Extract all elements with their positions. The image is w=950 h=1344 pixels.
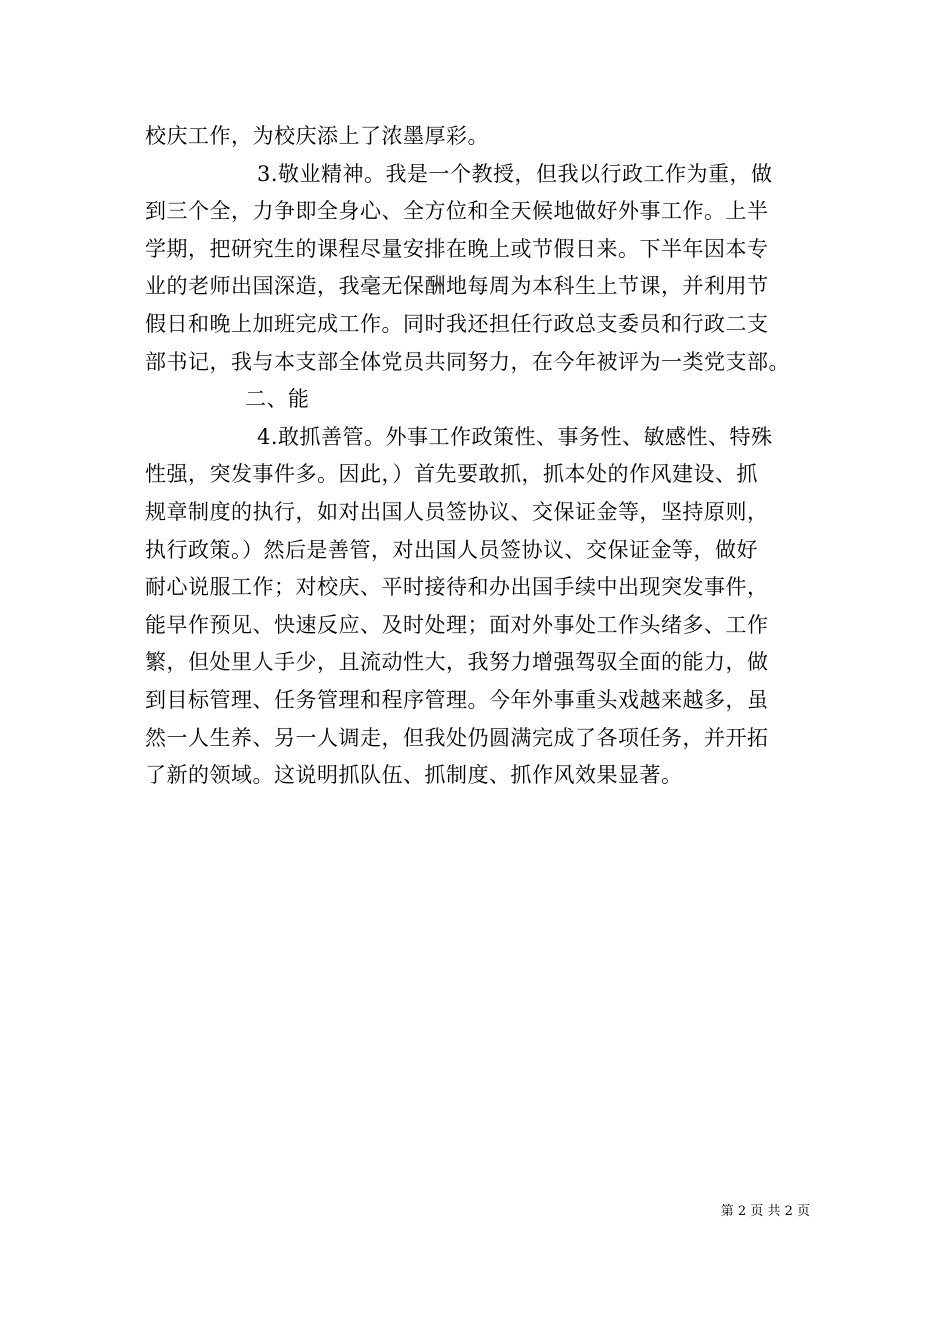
section-heading: 二、能 (245, 387, 310, 412)
paragraph-line: 繁，但处里人手少，且流动性大，我努力增强驾驭全面的能力，做 (145, 650, 769, 675)
document-body (145, 118, 815, 795)
paragraph-line: 执行政策。）然后是善管，对出国人员签协议、交保证金等，做好 (145, 537, 758, 562)
paragraph-line: 4.敢抓善管。外事工作政策性、事务性、敏感性、特殊 (257, 424, 773, 449)
paragraph-line: 业的老师出国深造，我毫无保酬地每周为本科生上节课，并利用节 (145, 274, 769, 299)
paragraph-line: 到目标管理、任务管理和程序管理。今年外事重头戏越来越多，虽 (145, 687, 769, 712)
paragraph-line: 假日和晚上加班完成工作。同时我还担任行政总支委员和行政二支 (145, 311, 769, 336)
paragraph-line: 学期，把研究生的课程尽量安排在晚上或节假日来。下半年因本专 (145, 236, 769, 261)
paragraph-line: 耐心说服工作；对校庆、平时接待和办出国手续中出现突发事件， (145, 575, 769, 600)
paragraph-line: 部书记，我与本支部全体党员共同努力，在今年被评为一类党支部。 (145, 349, 790, 374)
page-number: 第 2 页 共 2 页 (720, 1204, 810, 1219)
paragraph-line: 性强，突发事件多。因此，）首先要敢抓，抓本处的作风建设、抓 (145, 462, 758, 487)
paragraph-line: 能早作预见、快速反应、及时处理；面对外事处工作头绪多、工作 (145, 612, 769, 637)
paragraph-line: 到三个全，力争即全身心、全方位和全天候地做好外事工作。上半 (145, 199, 769, 224)
paragraph-line: 规章制度的执行，如对出国人员签协议、交保证金等，坚持原则， (145, 499, 769, 524)
paragraph-line: 校庆工作，为校庆添上了浓墨厚彩。 (145, 124, 489, 148)
paragraph-line: 了新的领域。这说明抓队伍、抓制度、抓作风效果显著。 (145, 763, 683, 788)
paragraph-line: 然一人生养、另一人调走，但我处仍圆满完成了各项任务，并开拓 (145, 725, 769, 750)
paragraph-line: 3.敬业精神。我是一个教授，但我以行政工作为重，做 (257, 161, 773, 186)
